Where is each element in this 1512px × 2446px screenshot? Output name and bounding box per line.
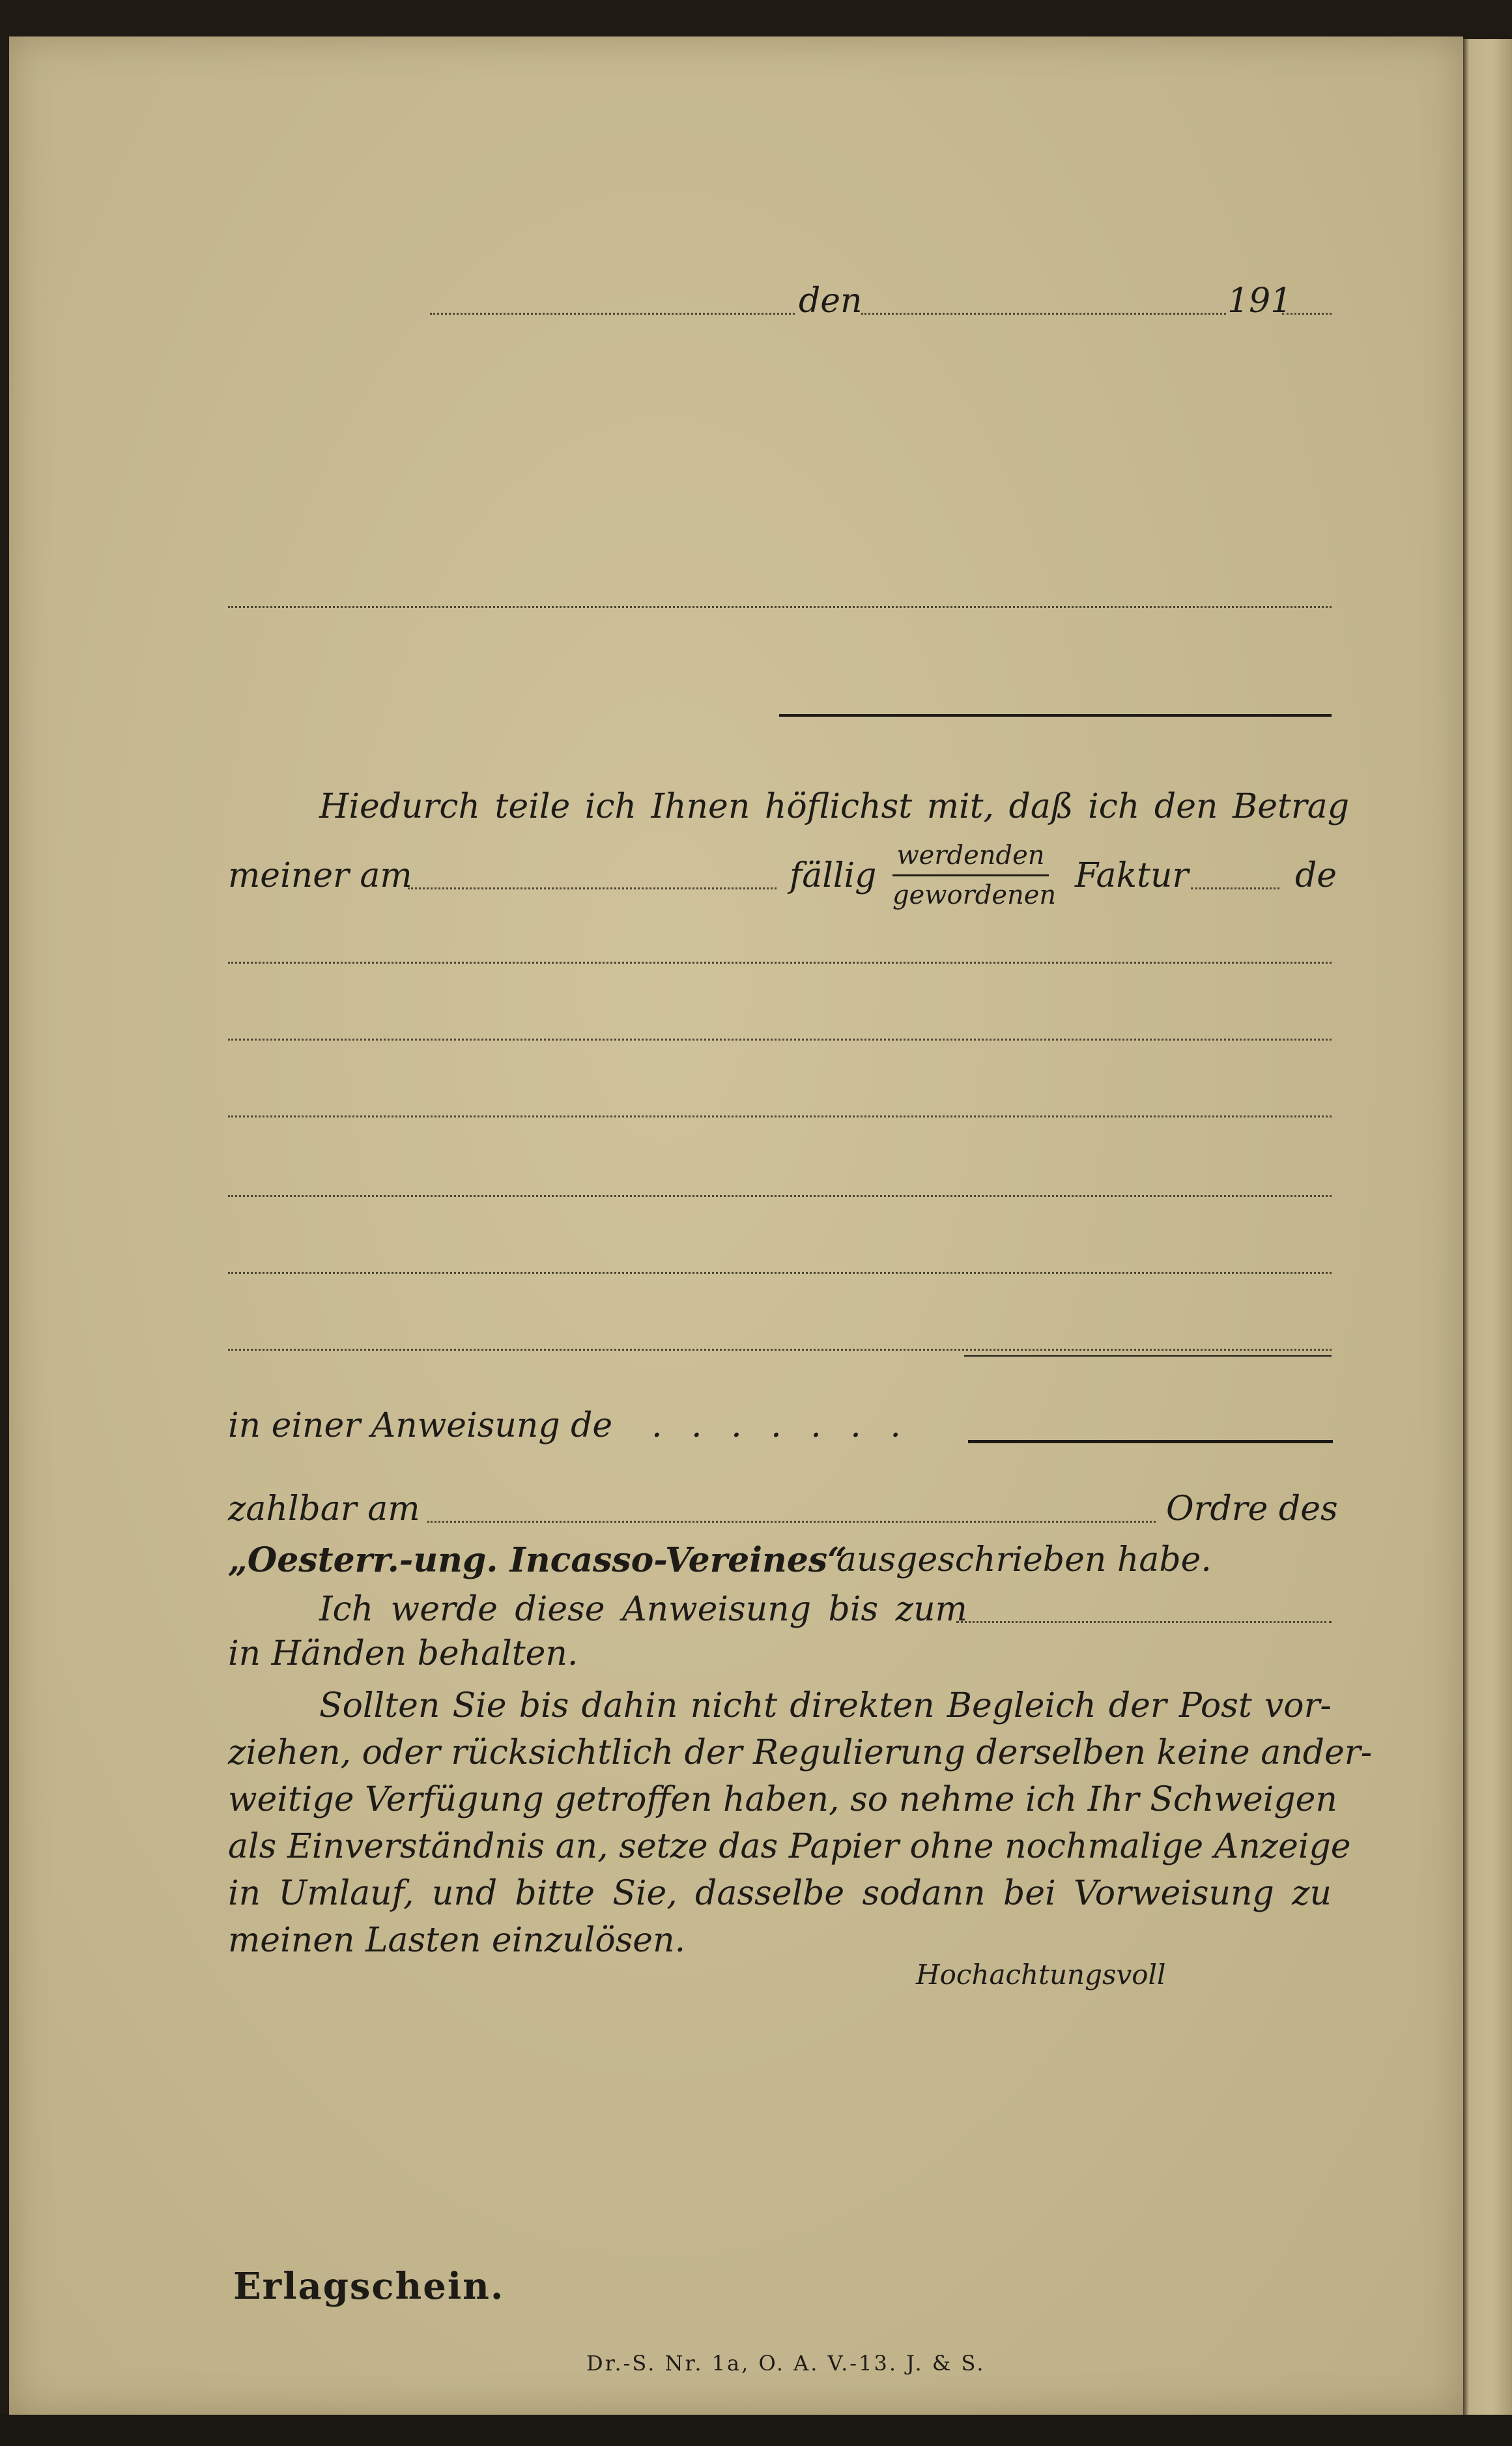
faellig-label: fällig — [790, 856, 877, 895]
scan-background — [0, 2415, 1512, 2446]
place-blank[interactable] — [430, 313, 795, 315]
behalten-line-2: in Händen behalten. — [228, 1634, 578, 1673]
amount-line-2[interactable] — [228, 1039, 1332, 1041]
invoice-date-blank[interactable] — [408, 887, 777, 889]
verein-name: „Oesterr.-ung. Incasso-Vereines“ — [228, 1540, 848, 1580]
terms-line-5: in Umlauf, und bitte Sie, dasselbe sodann bei Vorweisung zu — [228, 1874, 1332, 1913]
year-blank[interactable] — [1282, 313, 1332, 315]
ordre-label: Ordre des — [1166, 1489, 1338, 1529]
amount-line-5[interactable] — [228, 1272, 1332, 1274]
fraction-bottom: gewordenen — [892, 880, 1057, 910]
payable-date-blank[interactable] — [427, 1521, 1156, 1523]
terms-line-6: meinen Lasten einzulösen. — [228, 1921, 686, 1960]
behalten-line-1: Ich werde diese Anweisung bis zum — [319, 1590, 967, 1629]
due-fraction — [892, 841, 1057, 910]
anweisung-amount-line[interactable] — [968, 1440, 1333, 1443]
terms-line-4: als Einverständnis an, setze das Papier ohne nochmalige Anzeige — [228, 1827, 1351, 1866]
closing: Hochachtungsvoll — [916, 1959, 1166, 1991]
amount-line-6[interactable] — [228, 1349, 1332, 1351]
de-label: de — [1295, 856, 1337, 895]
invoice-number-blank[interactable] — [1191, 887, 1279, 889]
anweisung-label: in einer Anweisung de — [228, 1406, 613, 1445]
anweisung-dots: . . . . . . . — [651, 1406, 910, 1445]
amount-line-1[interactable] — [228, 962, 1332, 964]
terms-line-3: weitige Verfügung getroffen haben, so nehme ich Ihr Schweigen — [228, 1780, 1337, 1819]
recipient-line-2[interactable] — [779, 714, 1332, 717]
year-prefix: 191 — [1227, 281, 1292, 321]
adjacent-page-edge — [1463, 39, 1512, 2417]
recipient-line-1[interactable] — [228, 606, 1332, 608]
zahlbar-label: zahlbar am — [228, 1489, 420, 1529]
terms-line-2: ziehen, oder rücksichtlich der Regulierung derselben keine ander- — [228, 1733, 1373, 1772]
amount-sum-rule — [964, 1355, 1332, 1357]
den-label: den — [799, 281, 863, 321]
printer-imprint: Dr.-S. Nr. 1a, O. A. V.-13. J. & S. — [586, 2351, 986, 2376]
fraction-bar — [892, 874, 1049, 876]
footer-title: Erlagschein. — [233, 2265, 505, 2308]
form-sheet — [9, 36, 1463, 2415]
hold-until-blank[interactable] — [956, 1621, 1332, 1623]
terms-line-1: Sollten Sie bis dahin nicht direkten Begleich der Post vor- — [319, 1686, 1332, 1725]
amount-line-4[interactable] — [228, 1195, 1332, 1197]
intro-line: Hiedurch teile ich Ihnen höflichst mit, daß ich den Betrag — [319, 787, 1350, 826]
meiner-am-label: meiner am — [228, 856, 412, 895]
faktur-label: Faktur — [1075, 856, 1189, 895]
date-blank[interactable] — [861, 313, 1226, 315]
amount-line-3[interactable] — [228, 1115, 1332, 1117]
fraction-top: werdenden — [896, 841, 1045, 870]
terms-paragraph — [228, 1682, 1373, 1964]
verein-rest: ausgeschrieben habe. — [836, 1540, 1212, 1579]
